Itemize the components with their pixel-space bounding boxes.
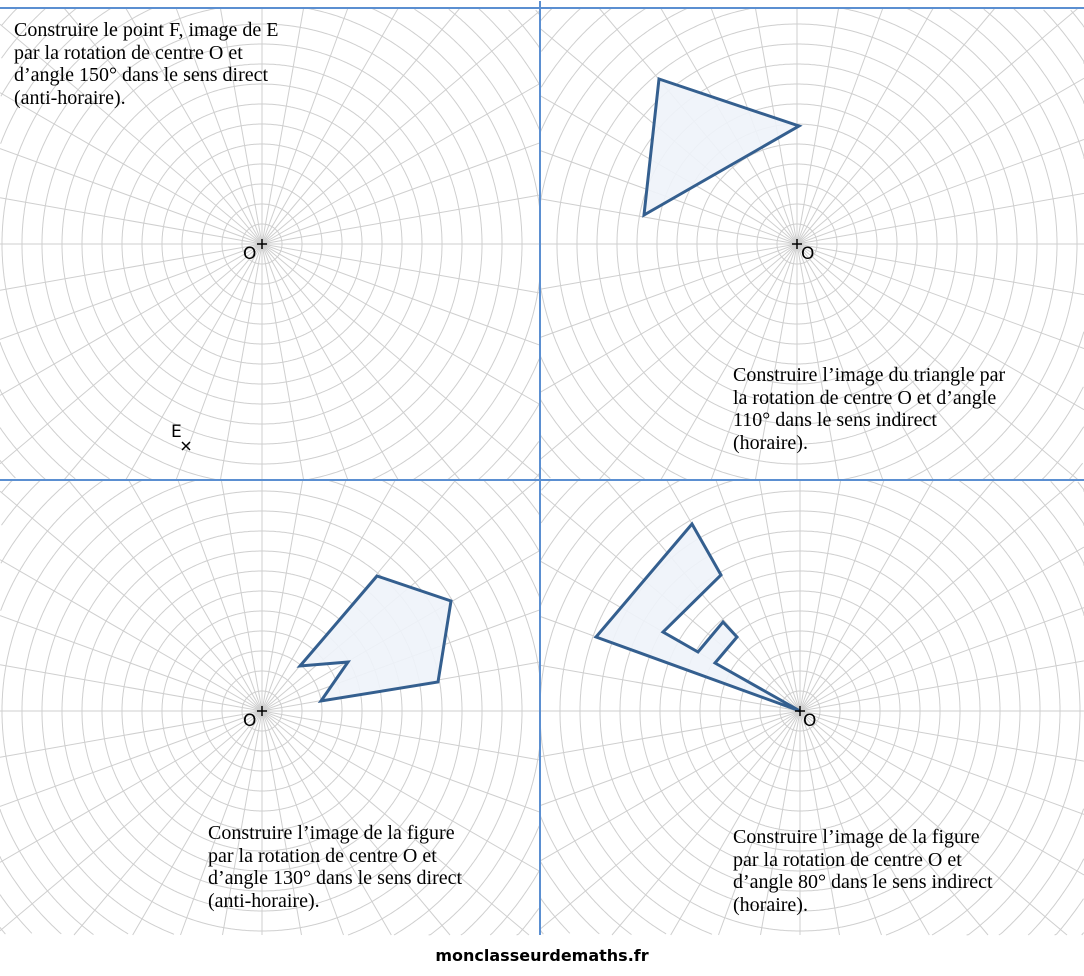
instruction-2 bbox=[733, 364, 1005, 454]
grid-ray bbox=[800, 608, 1084, 711]
grid-ray bbox=[797, 244, 1084, 349]
instruction-line: d’angle 130° dans le sens direct bbox=[208, 867, 463, 889]
instruction-line: par la rotation de centre O et bbox=[14, 41, 243, 64]
grid-ray bbox=[800, 480, 994, 711]
grid-ray bbox=[797, 8, 995, 244]
grid-ray bbox=[797, 140, 1084, 245]
instruction-line: d’angle 150° dans le sens direct bbox=[14, 64, 269, 86]
center-label: O bbox=[243, 244, 257, 264]
instruction-4 bbox=[733, 826, 993, 916]
grid-ray bbox=[68, 480, 262, 711]
figure-polygon bbox=[644, 79, 799, 215]
instruction-line: par la rotation de centre O et bbox=[208, 844, 437, 867]
instruction-line: (horaire). bbox=[733, 431, 808, 454]
instruction-line: la rotation de centre O et d’angle bbox=[733, 386, 997, 409]
instruction-1 bbox=[14, 19, 278, 109]
grid-ray bbox=[0, 244, 262, 339]
grid-ray bbox=[0, 616, 262, 711]
center-label: O bbox=[803, 711, 817, 731]
grid-ray bbox=[262, 8, 460, 244]
center-label: O bbox=[801, 244, 815, 264]
grid-ray bbox=[262, 11, 540, 244]
grid-ray bbox=[262, 244, 540, 477]
grid-ray bbox=[0, 244, 262, 464]
instruction-line: 110° dans le sens indirect bbox=[733, 409, 937, 431]
center-label: O bbox=[243, 711, 257, 731]
instruction-3 bbox=[208, 822, 462, 912]
grid-ray bbox=[262, 244, 460, 480]
instruction-line: (anti-horaire). bbox=[14, 86, 126, 109]
footer-site: monclasseurdemaths.fr bbox=[435, 946, 649, 965]
grid-ray bbox=[64, 244, 262, 480]
instruction-line: d’angle 80° dans le sens indirect bbox=[733, 871, 993, 893]
grid-ray bbox=[800, 711, 1084, 814]
grid-ray bbox=[0, 491, 262, 711]
point-e-label: E bbox=[171, 422, 182, 442]
grid-ray bbox=[0, 711, 262, 806]
figure-polygon bbox=[300, 576, 451, 701]
instruction-line: (anti-horaire). bbox=[208, 889, 320, 912]
grid-ray bbox=[0, 149, 262, 244]
figure-polygon bbox=[596, 524, 800, 711]
grid-ray bbox=[540, 711, 800, 806]
instruction-line: Construire le point F, image de E bbox=[14, 19, 279, 41]
instruction-line: Construire l’image de la figure bbox=[208, 822, 455, 844]
instruction-line: Construire l’image du triangle par bbox=[733, 364, 1006, 386]
instruction-line: par la rotation de centre O et bbox=[733, 848, 962, 871]
instruction-line: (horaire). bbox=[733, 893, 808, 916]
instruction-line: Construire l’image de la figure bbox=[733, 826, 980, 848]
grid-ray bbox=[540, 244, 797, 338]
grid-ray bbox=[797, 8, 1078, 244]
